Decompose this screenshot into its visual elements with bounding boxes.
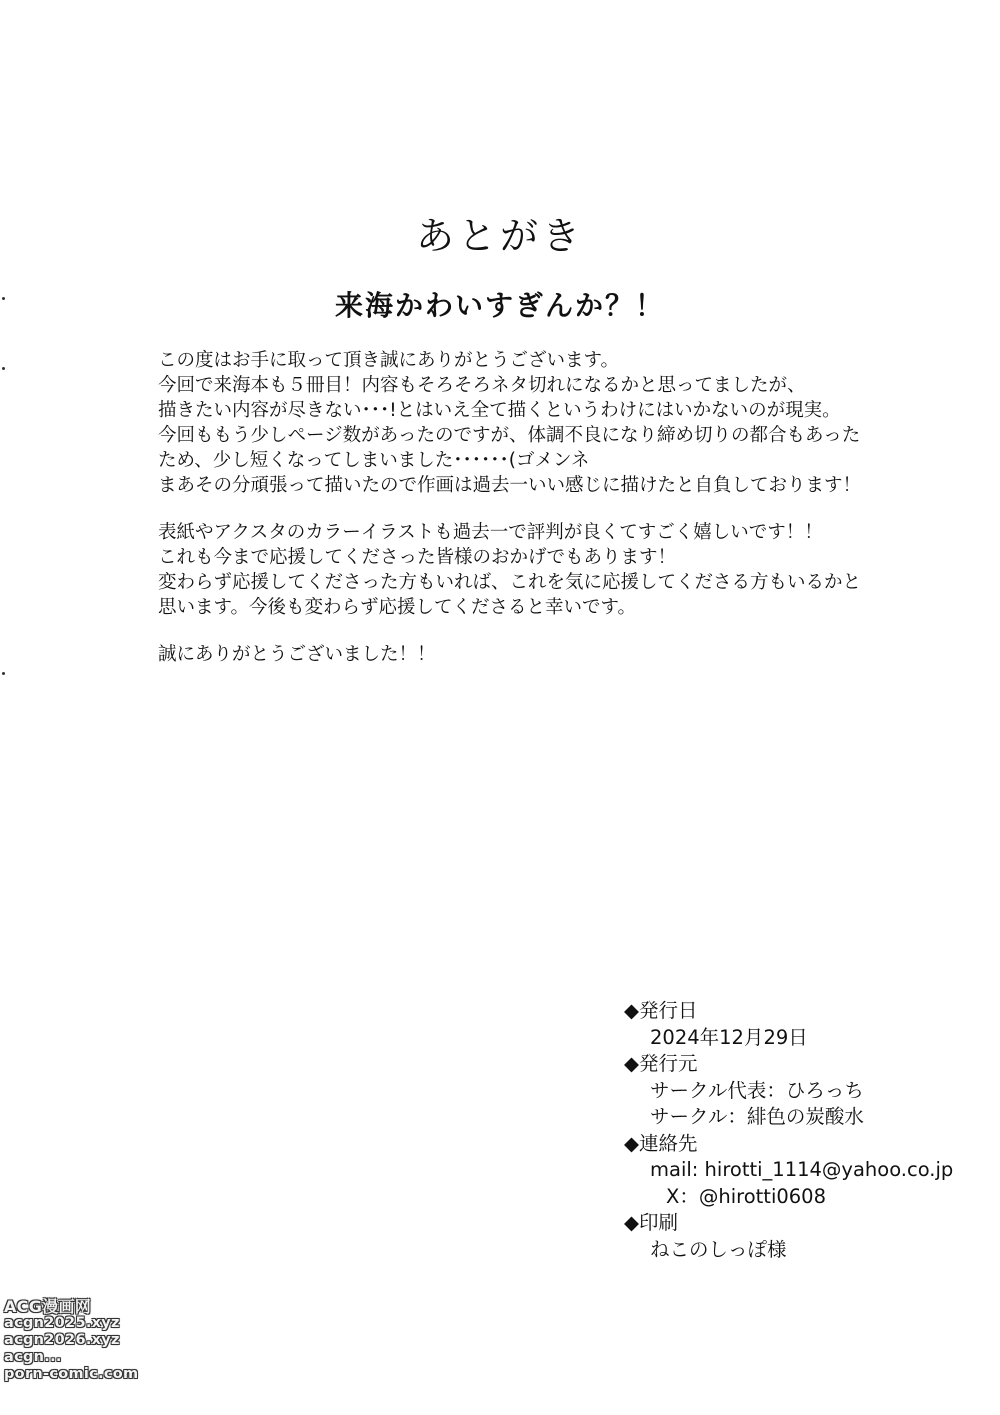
text-line: 描きたい内容が尽きない･･･!とはいえ全て描くというわけにはいかないのが現実。 xyxy=(158,400,841,421)
print-heading: ◆印刷 xyxy=(624,1211,678,1234)
page-title: あとがき xyxy=(415,214,584,258)
afterword-body xyxy=(158,348,918,689)
contact-x: X：@hirotti0608 xyxy=(666,1184,826,1208)
paragraph-1 xyxy=(158,348,918,498)
text-line: 思います。今後も変わらず応援してくださると幸いです。 xyxy=(158,597,637,618)
publisher-heading: ◆発行元 xyxy=(624,1052,698,1075)
watermark-line: acgn... xyxy=(4,1349,62,1365)
text-line: 今回ももう少しページ数があったのですが、体調不良になり締め切りの都合もあった xyxy=(158,425,861,446)
page-subtitle: 来海かわいすぎんか？！ xyxy=(334,289,665,322)
scan-speck xyxy=(2,297,5,300)
contact-heading: ◆連絡先 xyxy=(624,1131,698,1155)
scan-speck xyxy=(2,672,5,675)
text-line: 誠にありがとうございました！！ xyxy=(158,644,436,665)
contact-mail: mail: hirotti_1114@yahoo.co.jp xyxy=(650,1158,954,1181)
date-heading: ◆発行日 xyxy=(624,999,698,1022)
text-line: 今回で来海本も５冊目！内容もそろそろネタ切れになるかと思ってましたが、 xyxy=(158,375,806,396)
text-line: これも今まで応援してくださった皆様のおかげでもあります！ xyxy=(158,547,677,568)
circle-name: サークル：緋色の炭酸水 xyxy=(650,1105,864,1128)
watermark xyxy=(4,1298,154,1383)
colophon xyxy=(624,998,984,1263)
text-line: ため、少し短くなってしまいました･･････(ゴメンネ xyxy=(158,450,590,471)
watermark-line: acgn2025.xyz xyxy=(4,1315,120,1331)
printer-name: ねこのしっぽ様 xyxy=(650,1237,787,1261)
text-line: まあその分頑張って描いたので作画は過去一いい感じに描けたと自負しております！ xyxy=(158,475,862,496)
watermark-line: porn-comic.com xyxy=(4,1366,139,1382)
text-line: 変わらず応援してくださった方もいれば、これを気に応援してくださる方もいるかと xyxy=(158,572,862,593)
watermark-line: ACG漫画网 xyxy=(4,1297,92,1316)
publish-date: 2024年12月29日 xyxy=(650,1025,808,1049)
paragraph-3 xyxy=(158,642,918,667)
watermark-line: acgn2026.xyz xyxy=(4,1332,120,1348)
text-line: 表紙やアクスタのカラーイラストも過去一で評判が良くてすごく嬉しいです！！ xyxy=(158,522,823,543)
scan-speck xyxy=(2,367,5,370)
text-line: この度はお手に取って頂き誠にありがとうございます。 xyxy=(158,350,620,371)
paragraph-2 xyxy=(158,520,918,620)
circle-representative: サークル代表：ひろっち xyxy=(650,1078,864,1102)
